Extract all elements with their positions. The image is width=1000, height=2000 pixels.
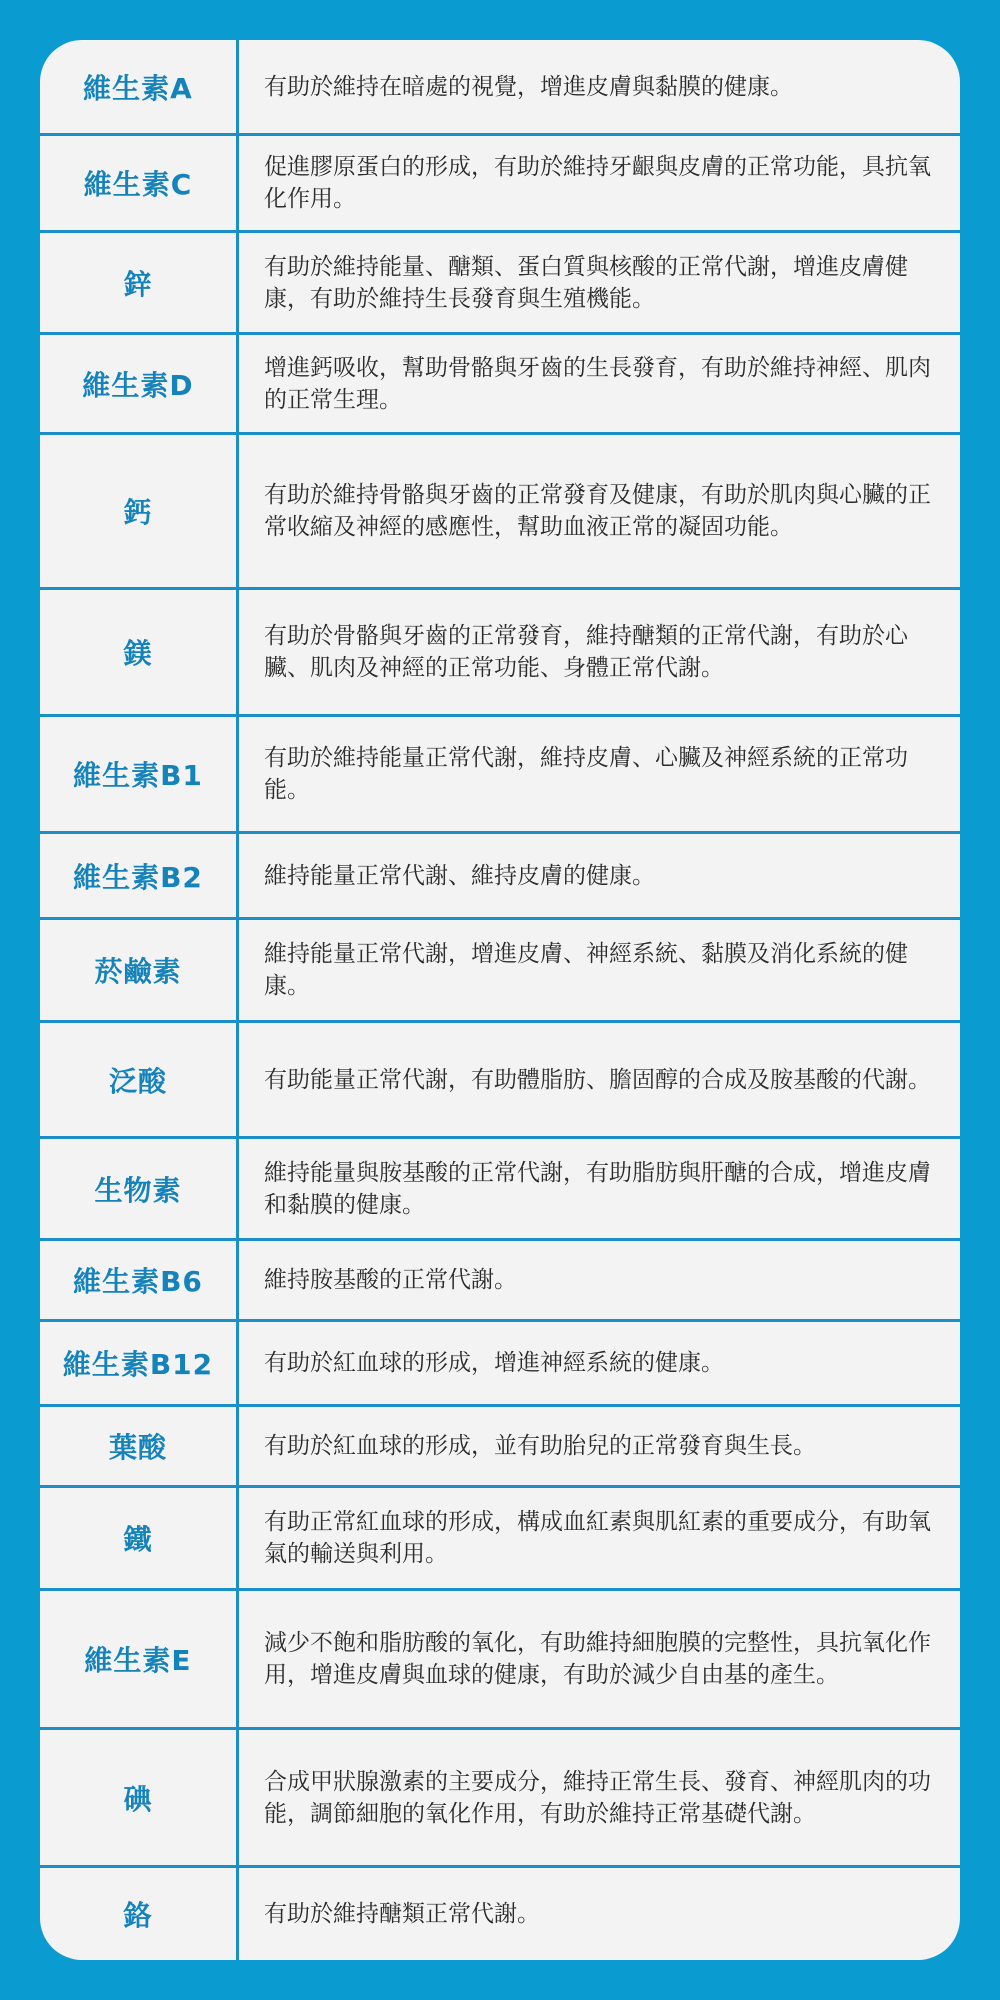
nutrient-description: 合成甲狀腺激素的主要成分，維持正常生長、發育、神經肌肉的功能，調節細胞的氧化作用，有助於維持正常基礎代謝。 [264,1768,931,1827]
table-row [40,834,960,917]
table-row [40,1322,960,1404]
nutrient-name: 泛酸 [108,1064,167,1098]
nutrient-name: 鉻 [123,1899,153,1932]
nutrient-description: 有助於維持醣類正常代謝。 [264,1901,540,1927]
table-row [40,1241,960,1319]
nutrient-name: 鐵 [123,1523,153,1556]
nutrient-name: 生物素 [94,1173,182,1207]
nutrient-name: 維生素B12 [62,1348,214,1381]
table-row [40,590,960,714]
nutrient-description: 維持能量與胺基酸的正常代謝，有助脂肪與肝醣的合成，增進皮膚和黏膜的健康。 [264,1159,931,1218]
nutrient-description: 促進膠原蛋白的形成，有助於維持牙齦與皮膚的正常功能，具抗氧化作用。 [264,154,931,212]
nutrient-description: 有助於紅血球的形成，並有助胎兒的正常發育與生長。 [264,1433,816,1459]
nutrient-name: 鎂 [123,637,153,670]
nutrient-description: 有助於維持在暗處的視覺，增進皮膚與黏膜的健康。 [264,73,793,100]
table-row [40,1591,960,1727]
table-row [40,1868,960,1960]
nutrient-name: 鋅 [123,267,153,301]
nutrient-name: 維生素C [83,168,193,201]
nutrient-description: 增進鈣吸收，幫助骨骼與牙齒的生長發育，有助於維持神經、肌肉的正常生理。 [264,354,931,413]
table-row [40,1488,960,1588]
table-row [40,920,960,1020]
table-row [40,1730,960,1865]
nutrient-description: 維持能量正常代謝，增進皮膚、神經系統、黏膜及消化系統的健康。 [264,941,908,999]
nutrient-name: 維生素E [84,1644,192,1677]
nutrient-description: 有助於維持能量正常代謝，維持皮膚、心臟及神經系統的正常功能。 [264,745,908,803]
table-row [40,40,960,133]
nutrient-description: 有助於骨骼與牙齒的正常發育，維持醣類的正常代謝，有助於心臟、肌肉及神經的正常功能、身體正常代謝。 [264,623,908,681]
nutrient-description: 有助正常紅血球的形成，構成血紅素與肌紅素的重要成分，有助氧氣的輸送與利用。 [264,1509,931,1567]
nutrient-name: 菸鹼素 [94,955,182,988]
table-row [40,335,960,432]
table-row [40,233,960,332]
nutrient-name: 維生素A [83,71,193,105]
nutrient-name: 碘 [123,1782,153,1816]
table-row [40,1407,960,1485]
nutrient-description: 維持能量正常代謝、維持皮膚的健康。 [264,862,655,889]
nutrient-name: 維生素B6 [73,1265,203,1298]
nutrient-description: 有助於維持能量、醣類、蛋白質與核酸的正常代謝，增進皮膚健康，有助於維持生長發育與生殖機能。 [264,253,908,312]
nutrient-name: 維生素B2 [73,860,203,894]
nutrient-description: 有助於維持骨骼與牙齒的正常發育及健康，有助於肌肉與心臟的正常收縮及神經的感應性，幫助血液正常的凝固功能。 [264,482,931,540]
nutrient-name: 維生素D [82,368,194,402]
table-row [40,1139,960,1238]
nutrient-name: 鈣 [123,496,153,529]
nutrient-description: 有助能量正常代謝，有助體脂肪、膽固醇的合成及胺基酸的代謝。 [264,1066,931,1093]
table-row [40,717,960,831]
table-row [40,1023,960,1136]
nutrient-description: 有助於紅血球的形成，增進神經系統的健康。 [264,1350,724,1376]
nutrient-name: 葉酸 [108,1431,167,1464]
table-row [40,435,960,587]
nutrient-name: 維生素B1 [73,759,203,792]
table-row [40,136,960,230]
nutrient-description: 維持胺基酸的正常代謝。 [264,1267,517,1293]
nutrient-description: 減少不飽和脂肪酸的氧化，有助維持細胞膜的完整性，具抗氧化作用，增進皮膚與血球的健康，有助於減少自由基的產生。 [264,1630,931,1688]
nutrient-table [40,40,960,1960]
